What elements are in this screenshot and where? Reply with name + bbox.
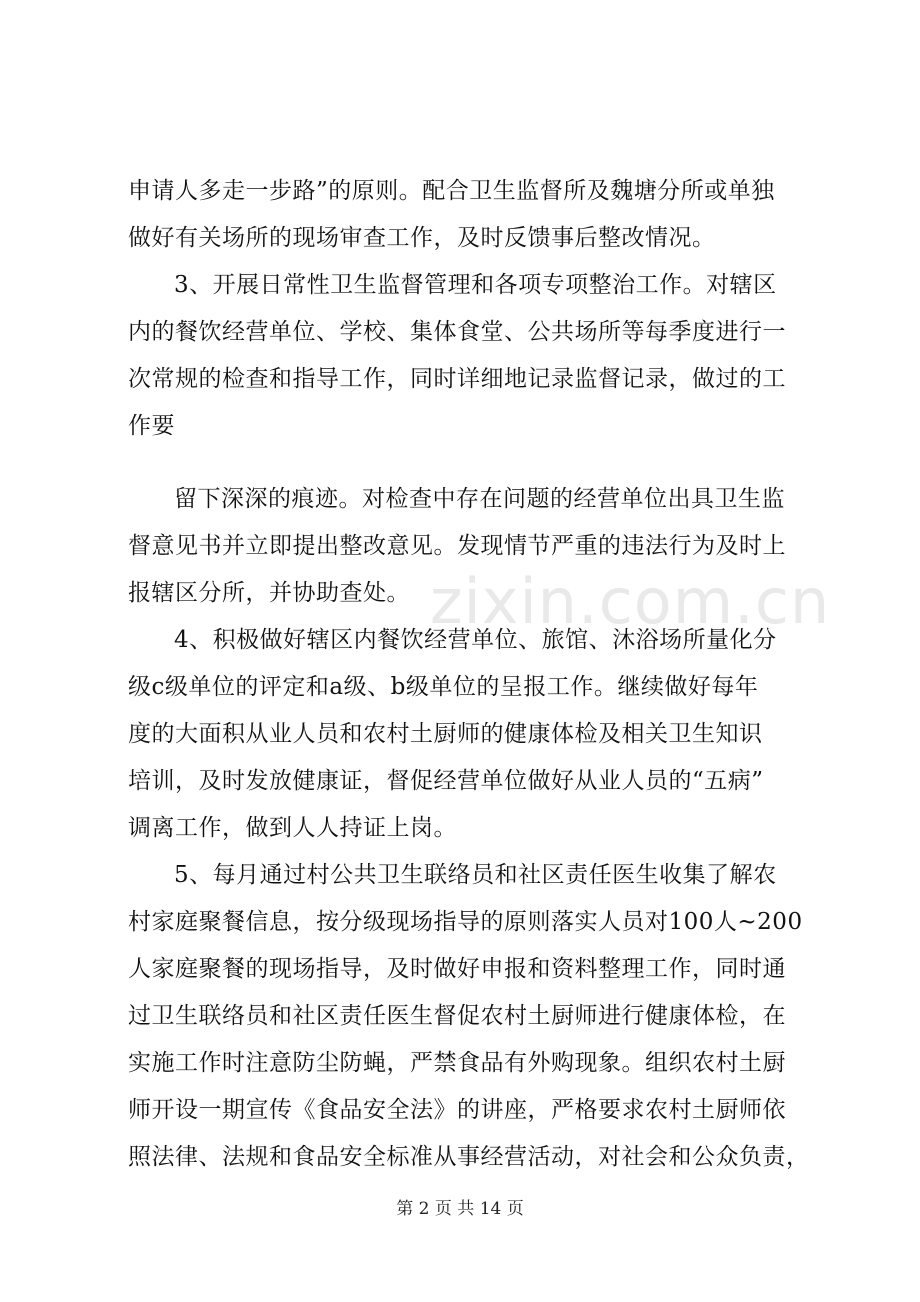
text-line: 次常规的检查和指导工作，同时详细地记录监督记录，做过的工 <box>128 366 786 392</box>
text-line: 级c级单位的评定和a级、b级单位的呈报工作。继续做好每年 <box>128 674 759 700</box>
watermark: zixin.com.cn <box>430 565 831 638</box>
paragraph-3-line: 3、开展日常性卫生监督管理和各项专项整治工作。对辖区 <box>174 272 777 298</box>
paragraph-gap <box>128 450 808 476</box>
text-line: 作要 <box>128 413 175 439</box>
text-line: 实施工作时注意防尘防蝇，严禁食品有外购现象。组织农村土厨 <box>128 1050 786 1076</box>
text-line: 申请人多走一步路”的原则。配合卫生监督所及魏塘分所或单独 <box>128 178 775 204</box>
text-line: 师开设一期宣传《食品安全法》的讲座，严格要求农村土厨师依 <box>128 1097 786 1123</box>
text-line: 村家庭聚餐信息，按分级现场指导的原则落实人员对100人~200 <box>128 909 803 935</box>
text-line: 过卫生联络员和社区责任医生督促农村土厨师进行健康体检，在 <box>128 1003 786 1029</box>
text-line: 照法律、法规和食品安全标准从事经营活动，对社会和公众负责， <box>128 1144 810 1170</box>
paragraph-4-line: 4、积极做好辖区内餐饮经营单位、旅馆、沐浴场所量化分 <box>174 627 777 653</box>
text-line: 报辖区分所，并协助查处。 <box>128 580 410 606</box>
document-body <box>128 168 808 1181</box>
text-line: 度的大面积从业人员和农村土厨师的健康体检及相关卫生知识 <box>128 721 763 747</box>
text-line: 培训，及时发放健康证，督促经营单位做好从业人员的“五病” <box>128 768 764 794</box>
page-number-footer: 第 2 页 共 14 页 <box>396 1199 524 1219</box>
text-line: 留下深深的痕迹。对检查中存在问题的经营单位出具卫生监 <box>174 486 785 512</box>
text-line: 做好有关场所的现场审查工作，及时反馈事后整改情况。 <box>128 225 716 251</box>
text-line: 督意见书并立即提出整改意见。发现情节严重的违法行为及时上 <box>128 533 786 559</box>
text-line: 人家庭聚餐的现场指导，及时做好申报和资料整理工作，同时通 <box>128 956 786 982</box>
text-line: 内的餐饮经营单位、学校、集体食堂、公共场所等每季度进行一 <box>128 319 786 345</box>
text-line: 调离工作，做到人人持证上岗。 <box>128 815 457 841</box>
paragraph-5-line: 5、每月通过村公共卫生联络员和社区责任医生收集了解农 <box>174 862 777 888</box>
